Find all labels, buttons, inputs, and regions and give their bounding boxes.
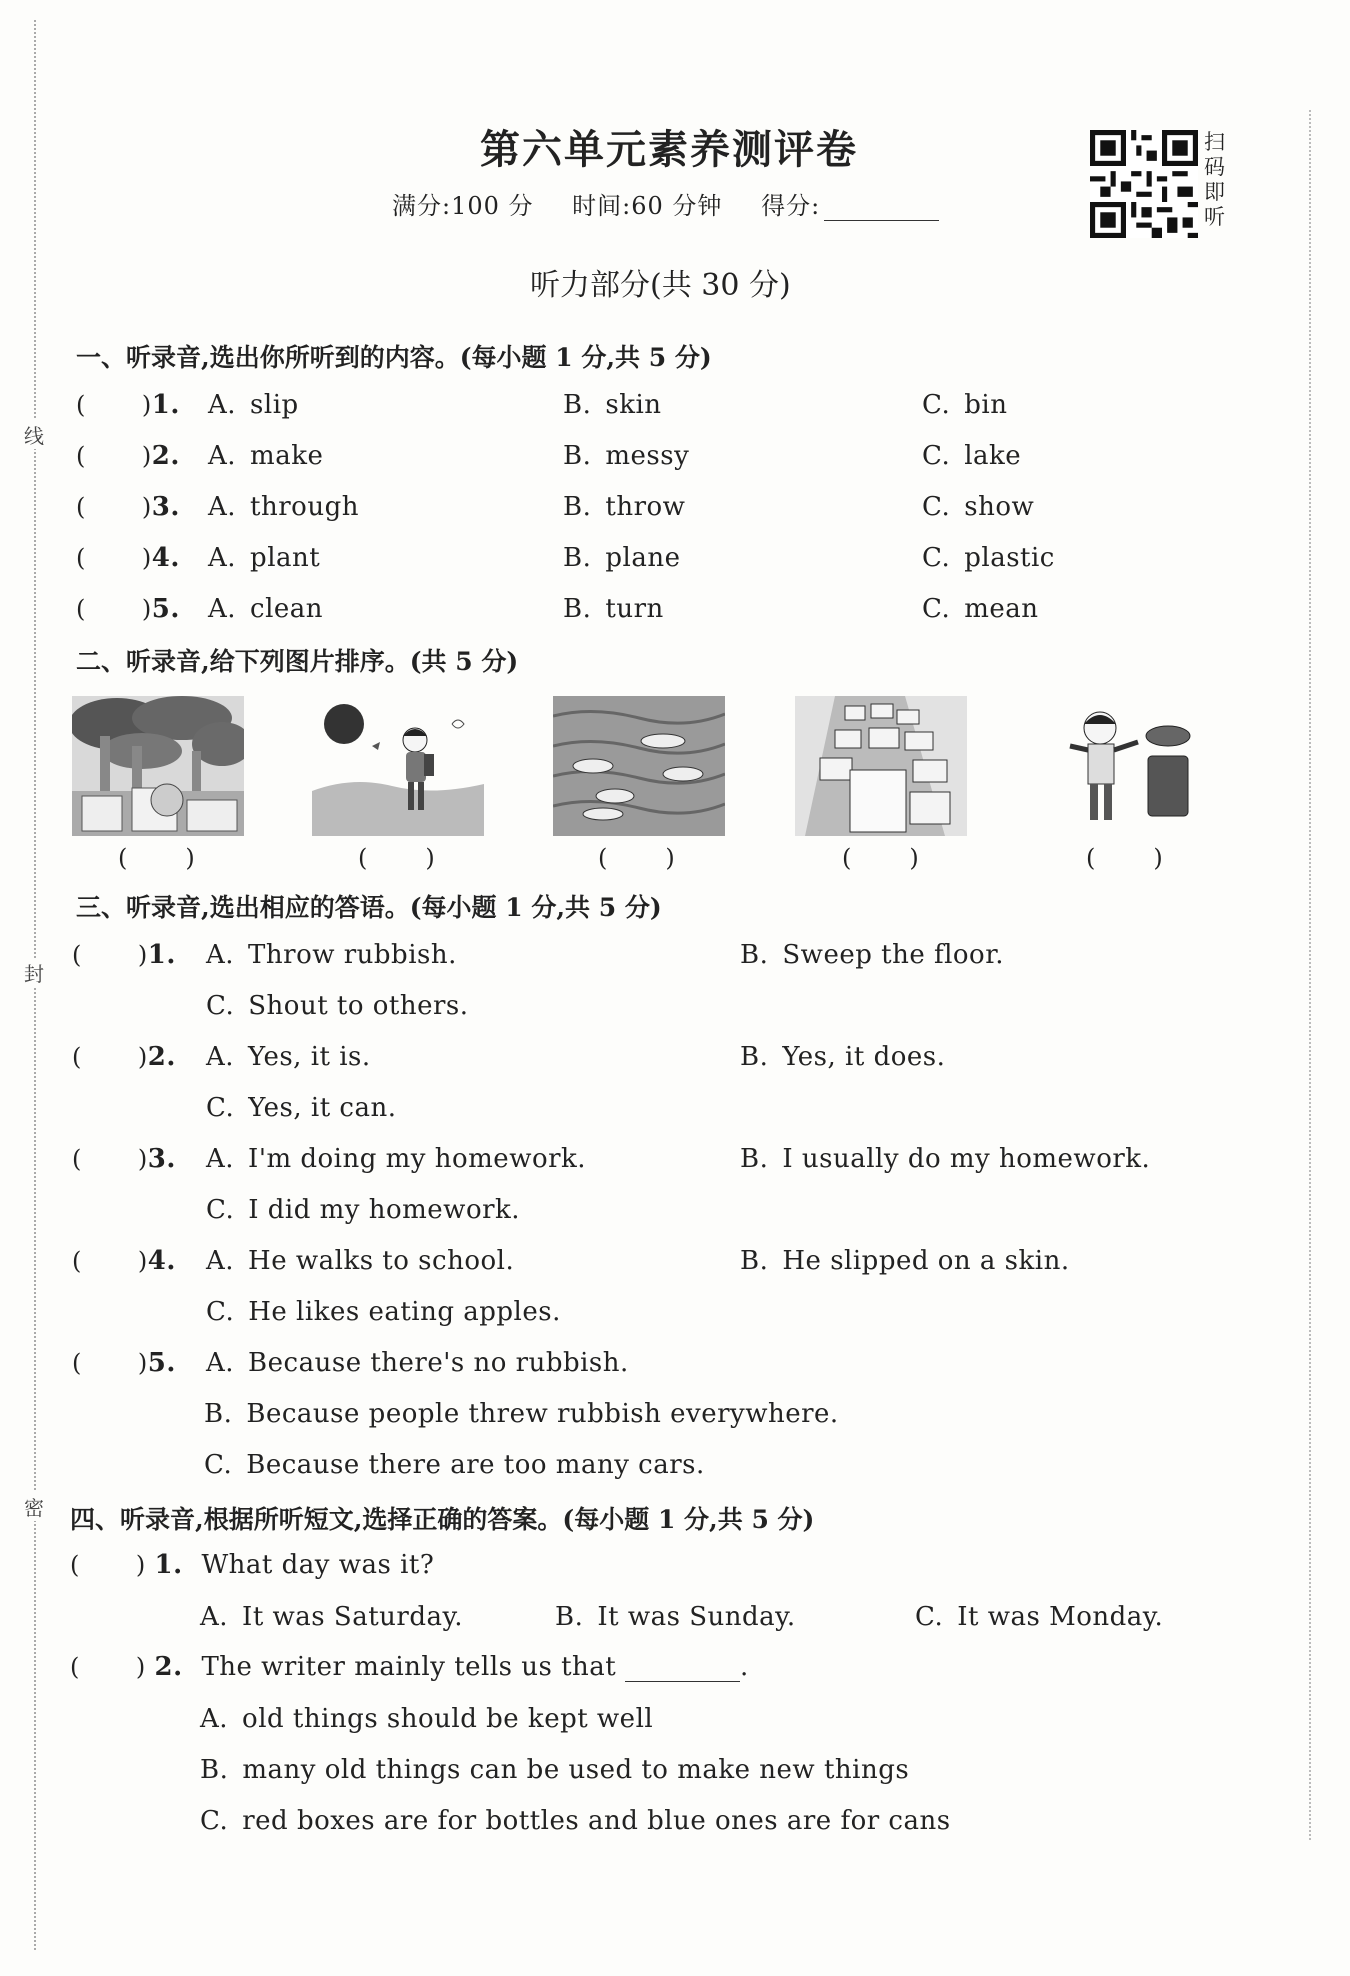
picture-factory-pollution: [72, 696, 244, 836]
s4-q2-stem: The writer mainly tells us that: [201, 1652, 617, 1682]
s4-q1-opt-c: C. It was Monday.: [915, 1602, 1164, 1632]
picture-2-answer-box[interactable]: ( ): [358, 844, 435, 872]
s3-q5-opt-c: C. Because there are too many cars.: [204, 1450, 705, 1480]
section3-heading: 三、听录音,选出相应的答语。(每小题 1 分,共 5 分): [76, 893, 662, 922]
section1-heading: 一、听录音,选出你所听到的内容。(每小题 1 分,共 5 分): [76, 343, 712, 372]
s3-q2: ( )2.: [72, 1042, 176, 1072]
s3-q2-opt-c: C. Yes, it can.: [206, 1093, 397, 1123]
s4-q1-stem: What day was it?: [201, 1550, 435, 1580]
picture-4-answer-box[interactable]: ( ): [842, 844, 919, 872]
s1-q4: ( )4.: [76, 543, 180, 573]
s3-q3-opt-b: B. I usually do my homework.: [740, 1144, 1151, 1174]
picture-traffic-jam: [795, 696, 967, 836]
s3-q1-opt-b: B. Sweep the floor.: [740, 940, 1005, 970]
s1-q3-opt-b: B. throw: [563, 492, 686, 522]
s3-q2-opt-a: A. Yes, it is.: [206, 1042, 371, 1072]
fill-blank[interactable]: [625, 1657, 740, 1682]
s1-q5-opt-c: C. mean: [922, 594, 1039, 624]
s1-q1: ( )1.: [76, 390, 180, 420]
s1-q5: ( )5.: [76, 594, 180, 624]
picture-3-answer-box[interactable]: ( ): [598, 844, 675, 872]
s3-q3: ( )3.: [72, 1144, 176, 1174]
picture-boy-walking-sun: [312, 696, 484, 836]
s1-q1-opt-a: A. slip: [208, 390, 299, 420]
section2-heading: 二、听录音,给下列图片排序。(共 5 分): [76, 647, 519, 676]
s1-q3-opt-c: C. show: [922, 492, 1035, 522]
s4-q2-opt-b: B. many old things can be used to make new things: [200, 1755, 910, 1785]
s1-q5-opt-b: B. turn: [563, 594, 664, 624]
score-blank[interactable]: [824, 198, 939, 221]
time-limit: 时间:60 分钟: [572, 192, 723, 220]
s1-q3-opt-a: A. through: [208, 492, 359, 522]
s3-q1-opt-a: A. Throw rubbish.: [206, 940, 457, 970]
s1-q2-opt-c: C. lake: [922, 441, 1022, 471]
s1-q4-opt-b: B. plane: [563, 543, 681, 573]
s3-q4-opt-a: A. He walks to school.: [206, 1246, 515, 1276]
s3-q1-opt-c: C. Shout to others.: [206, 991, 469, 1021]
s4-q2-opt-a: A. old things should be kept well: [200, 1704, 654, 1734]
s1-q2: ( )2.: [76, 441, 180, 471]
s3-q5: ( )5.: [72, 1348, 176, 1378]
binding-mark-line: 线: [24, 420, 44, 449]
s3-q3-opt-c: C. I did my homework.: [206, 1195, 521, 1225]
s4-q2-opt-c: C. red boxes are for bottles and blue ones are for cans: [200, 1806, 951, 1836]
s1-q4-opt-c: C. plastic: [922, 543, 1055, 573]
s3-q4: ( )4.: [72, 1246, 176, 1276]
picture-fish-polluted-water: [553, 696, 725, 836]
s3-q2-opt-b: B. Yes, it does.: [740, 1042, 946, 1072]
qr-code-icon[interactable]: [1090, 130, 1198, 238]
s1-q4-opt-a: A. plant: [208, 543, 321, 573]
s4-q2: ( ) 2. The writer mainly tells us that .: [70, 1652, 749, 1682]
s3-q3-opt-a: A. I'm doing my homework.: [206, 1144, 587, 1174]
s3-q4-opt-c: C. He likes eating apples.: [206, 1297, 561, 1327]
s4-q1-opt-b: B. It was Sunday.: [555, 1602, 796, 1632]
binding-mark-seal: 封: [24, 958, 44, 987]
section4-heading: 四、听录音,根据所听短文,选择正确的答案。(每小题 1 分,共 5 分): [70, 1505, 815, 1534]
exam-meta: [392, 186, 939, 221]
listening-part-title: 听力部分(共 30 分): [530, 268, 791, 303]
s3-q1: ( )1.: [72, 940, 176, 970]
right-margin-line: [1309, 110, 1311, 1840]
s1-q2-opt-b: B. messy: [563, 441, 690, 471]
full-marks: 满分:100 分: [392, 192, 534, 220]
page-title: 第六单元素养测评卷: [480, 126, 858, 173]
picture-boy-at-bin: [1048, 696, 1220, 836]
s4-q1: ( ) 1. What day was it?: [70, 1550, 435, 1580]
score-label: 得分:: [761, 192, 821, 220]
binding-mark-secret: 密: [24, 1492, 44, 1521]
s4-q1-opt-a: A. It was Saturday.: [200, 1602, 463, 1632]
s3-q5-opt-a: A. Because there's no rubbish.: [206, 1348, 629, 1378]
s1-q1-opt-b: B. skin: [563, 390, 662, 420]
s3-q4-opt-b: B. He slipped on a skin.: [740, 1246, 1070, 1276]
picture-1-answer-box[interactable]: ( ): [118, 844, 195, 872]
qr-label: 扫 码 即 听: [1204, 130, 1225, 229]
s1-q3: ( )3.: [76, 492, 180, 522]
s1-q2-opt-a: A. make: [208, 441, 324, 471]
s3-q5-opt-b: B. Because people threw rubbish everywhere.: [204, 1399, 839, 1429]
s1-q5-opt-a: A. clean: [208, 594, 324, 624]
s1-q1-opt-c: C. bin: [922, 390, 1008, 420]
picture-5-answer-box[interactable]: ( ): [1086, 844, 1163, 872]
